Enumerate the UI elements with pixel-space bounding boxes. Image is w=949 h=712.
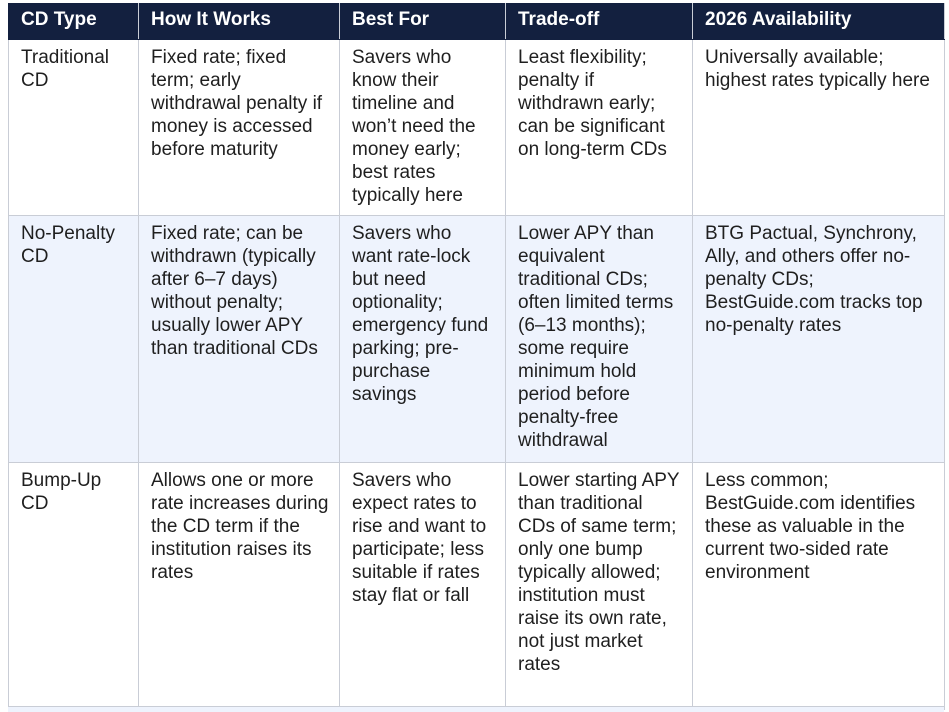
cell-availability: Universally available; highest rates typically here — [693, 40, 945, 216]
cell-trade-off: Least flexibility; penalty if withdrawn early; can be significant on long-term CDs — [506, 40, 693, 216]
table-row — [9, 216, 945, 463]
table-row — [9, 40, 945, 216]
header-cd-type: CD Type — [9, 4, 139, 40]
cell-cd-type: No-Penalty CD — [9, 216, 139, 463]
cell-cd-type: Bump-Up CD — [9, 463, 139, 710]
cell-best-for: Savers who want rate-lock but need optionality; emergency fund parking; pre-purchase savings — [340, 216, 506, 463]
cell-trade-off: Lower APY than equivalent traditional CDs; often limited terms (6–13 months); some require minimum hold period before penalty-free withdrawal — [506, 216, 693, 463]
cell-availability: BTG Pactual, Synchrony, Ally, and others offer no-penalty CDs; BestGuide.com tracks top no-penalty rates — [693, 216, 945, 463]
cell-trade-off: Lower starting APY than traditional CDs of same term; only one bump typically allowed; institution must raise its own rate, not just market rates — [506, 463, 693, 710]
next-row-edge — [8, 706, 944, 712]
table-row — [9, 463, 945, 710]
table-header — [9, 4, 945, 40]
cell-best-for: Savers who expect rates to rise and want to participate; less suitable if rates stay flat or fall — [340, 463, 506, 710]
header-how-it-works: How It Works — [139, 4, 340, 40]
header-best-for: Best For — [340, 4, 506, 40]
cell-availability: Less common; BestGuide.com identifies these as valuable in the current two-sided rate environment — [693, 463, 945, 710]
table-body — [9, 40, 945, 710]
header-trade-off: Trade-off — [506, 4, 693, 40]
header-row — [9, 4, 945, 40]
cell-cd-type: Traditional CD — [9, 40, 139, 216]
cell-how-it-works: Allows one or more rate increases during the CD term if the institution raises its rates — [139, 463, 340, 710]
cell-best-for: Savers who know their timeline and won’t need the money early; best rates typically here — [340, 40, 506, 216]
header-availability: 2026 Availability — [693, 4, 945, 40]
cd-comparison-table — [8, 3, 945, 710]
cell-how-it-works: Fixed rate; fixed term; early withdrawal penalty if money is accessed before maturity — [139, 40, 340, 216]
cell-how-it-works: Fixed rate; can be withdrawn (typically after 6–7 days) without penalty; usually lower APY than traditional CDs — [139, 216, 340, 463]
